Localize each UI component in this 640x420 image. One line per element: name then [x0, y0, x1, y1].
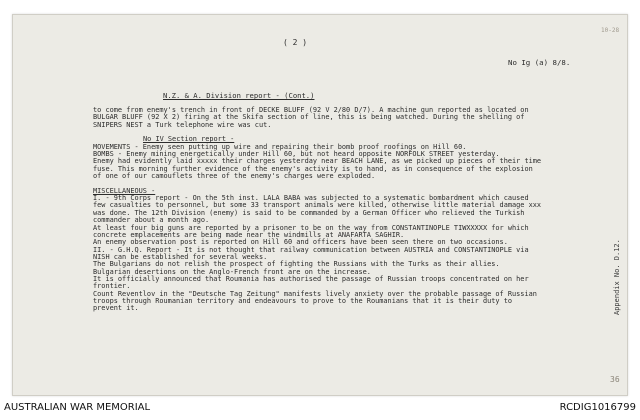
body-line: BOMBS - Enemy mining energetically under Hill 60, but not heard opposite NORFOLK STREET yesterday. [93, 150, 500, 159]
body-line: to come from enemy's trench in front of DECKE BLUFF (92 V 2/80 D/7). A machine gun reported as located on [93, 106, 529, 114]
body-line: fuse. This morning further evidence of the enemy's activity is to hand, as in consequence of the explosion [93, 164, 533, 173]
body-line: of one of our camouflets three of the enemy's charges were exploded. [93, 172, 376, 181]
report-title: N.Z. & A. Division report - (Cont.) [163, 91, 315, 100]
body-line: concrete emplacements are being made near the windmills at ANAFARTA SAGHIR. [93, 230, 405, 239]
body-line: prevent it. [93, 304, 139, 313]
body-line: commander about a month ago. [93, 216, 210, 225]
report-body [93, 107, 541, 313]
document-reference: No Ig (a) 8/8. [508, 58, 571, 67]
section-heading: MISCELLANEOUS - [93, 186, 156, 195]
appendix-label: Appendix No. D.12. [613, 239, 621, 315]
body-line: II. - G.H.Q. Report - It is not thought that railway communication between AUSTRIA and CONSTANTINOPLE via [93, 245, 529, 254]
document-page [12, 14, 628, 396]
body-line [93, 180, 541, 187]
section-heading: No IV Section report - [143, 135, 235, 144]
corner-pencil-note: 10-28 [601, 27, 620, 34]
body-line: The Bulgarians do not relish the prospect of fighting the Russians with the Turks as their allies. [93, 260, 500, 269]
body-line: was done. The 12th Division (enemy) is said to be commanded by a German Officer who relieved the Turkish [93, 208, 525, 217]
body-line: NISH can be established for several weeks. [93, 252, 268, 261]
body-line: Count Reventlov in the "Deutsche Tag Zeitung" manifests lively anxiety over the probable passage of Russian [93, 289, 537, 298]
body-line: SNIPERS NEST a Turk telephone wire was cut. [93, 120, 272, 129]
archive-credit: AUSTRALIAN WAR MEMORIAL [4, 402, 151, 413]
body-line: troops through Roumanian territory and endeavours to prove to the Roumanians that it is their duty to [93, 296, 512, 305]
body-line: few casualties to personnel, but some 33 transport animals were killed, otherwise little material damage xxx [93, 201, 542, 210]
body-line: MOVEMENTS - Enemy seen putting up wire and repairing their bomb proof roofings on Hill 60. [93, 142, 467, 151]
body-line: frontier. [93, 282, 131, 291]
page-number: ( 2 ) [283, 38, 308, 47]
body-line: At least four big guns are reported by a prisoner to be on the way from CONSTANTINOPLE TIWXXXXX for which [93, 223, 529, 232]
body-line: It is officially announced that Roumania has authorised the passage of Russian troops concentrated on her [93, 274, 529, 283]
pencil-page-mark: 36 [610, 375, 620, 384]
body-line: I. - 9th Corps report - On the 5th inst. LALA BABA was subjected to a systematic bombardment which caused [93, 194, 529, 203]
body-line: BULGAR BLUFF (92 X 2) firing at the Skifa section of line, this is being watched. During the shelling of [93, 113, 525, 122]
body-line: An enemy observation post is reported on Hill 60 and officers have been seen there on two occasions. [93, 238, 508, 247]
record-id: RCDIG1016799 [559, 402, 636, 413]
body-line: Bulgarian desertions on the Anglo-French front are on the increase. [93, 267, 371, 276]
body-line: Enemy had evidently laid xxxxx their charges yesterday near BEACH LANE, as we picked up pieces of their time [93, 157, 542, 166]
